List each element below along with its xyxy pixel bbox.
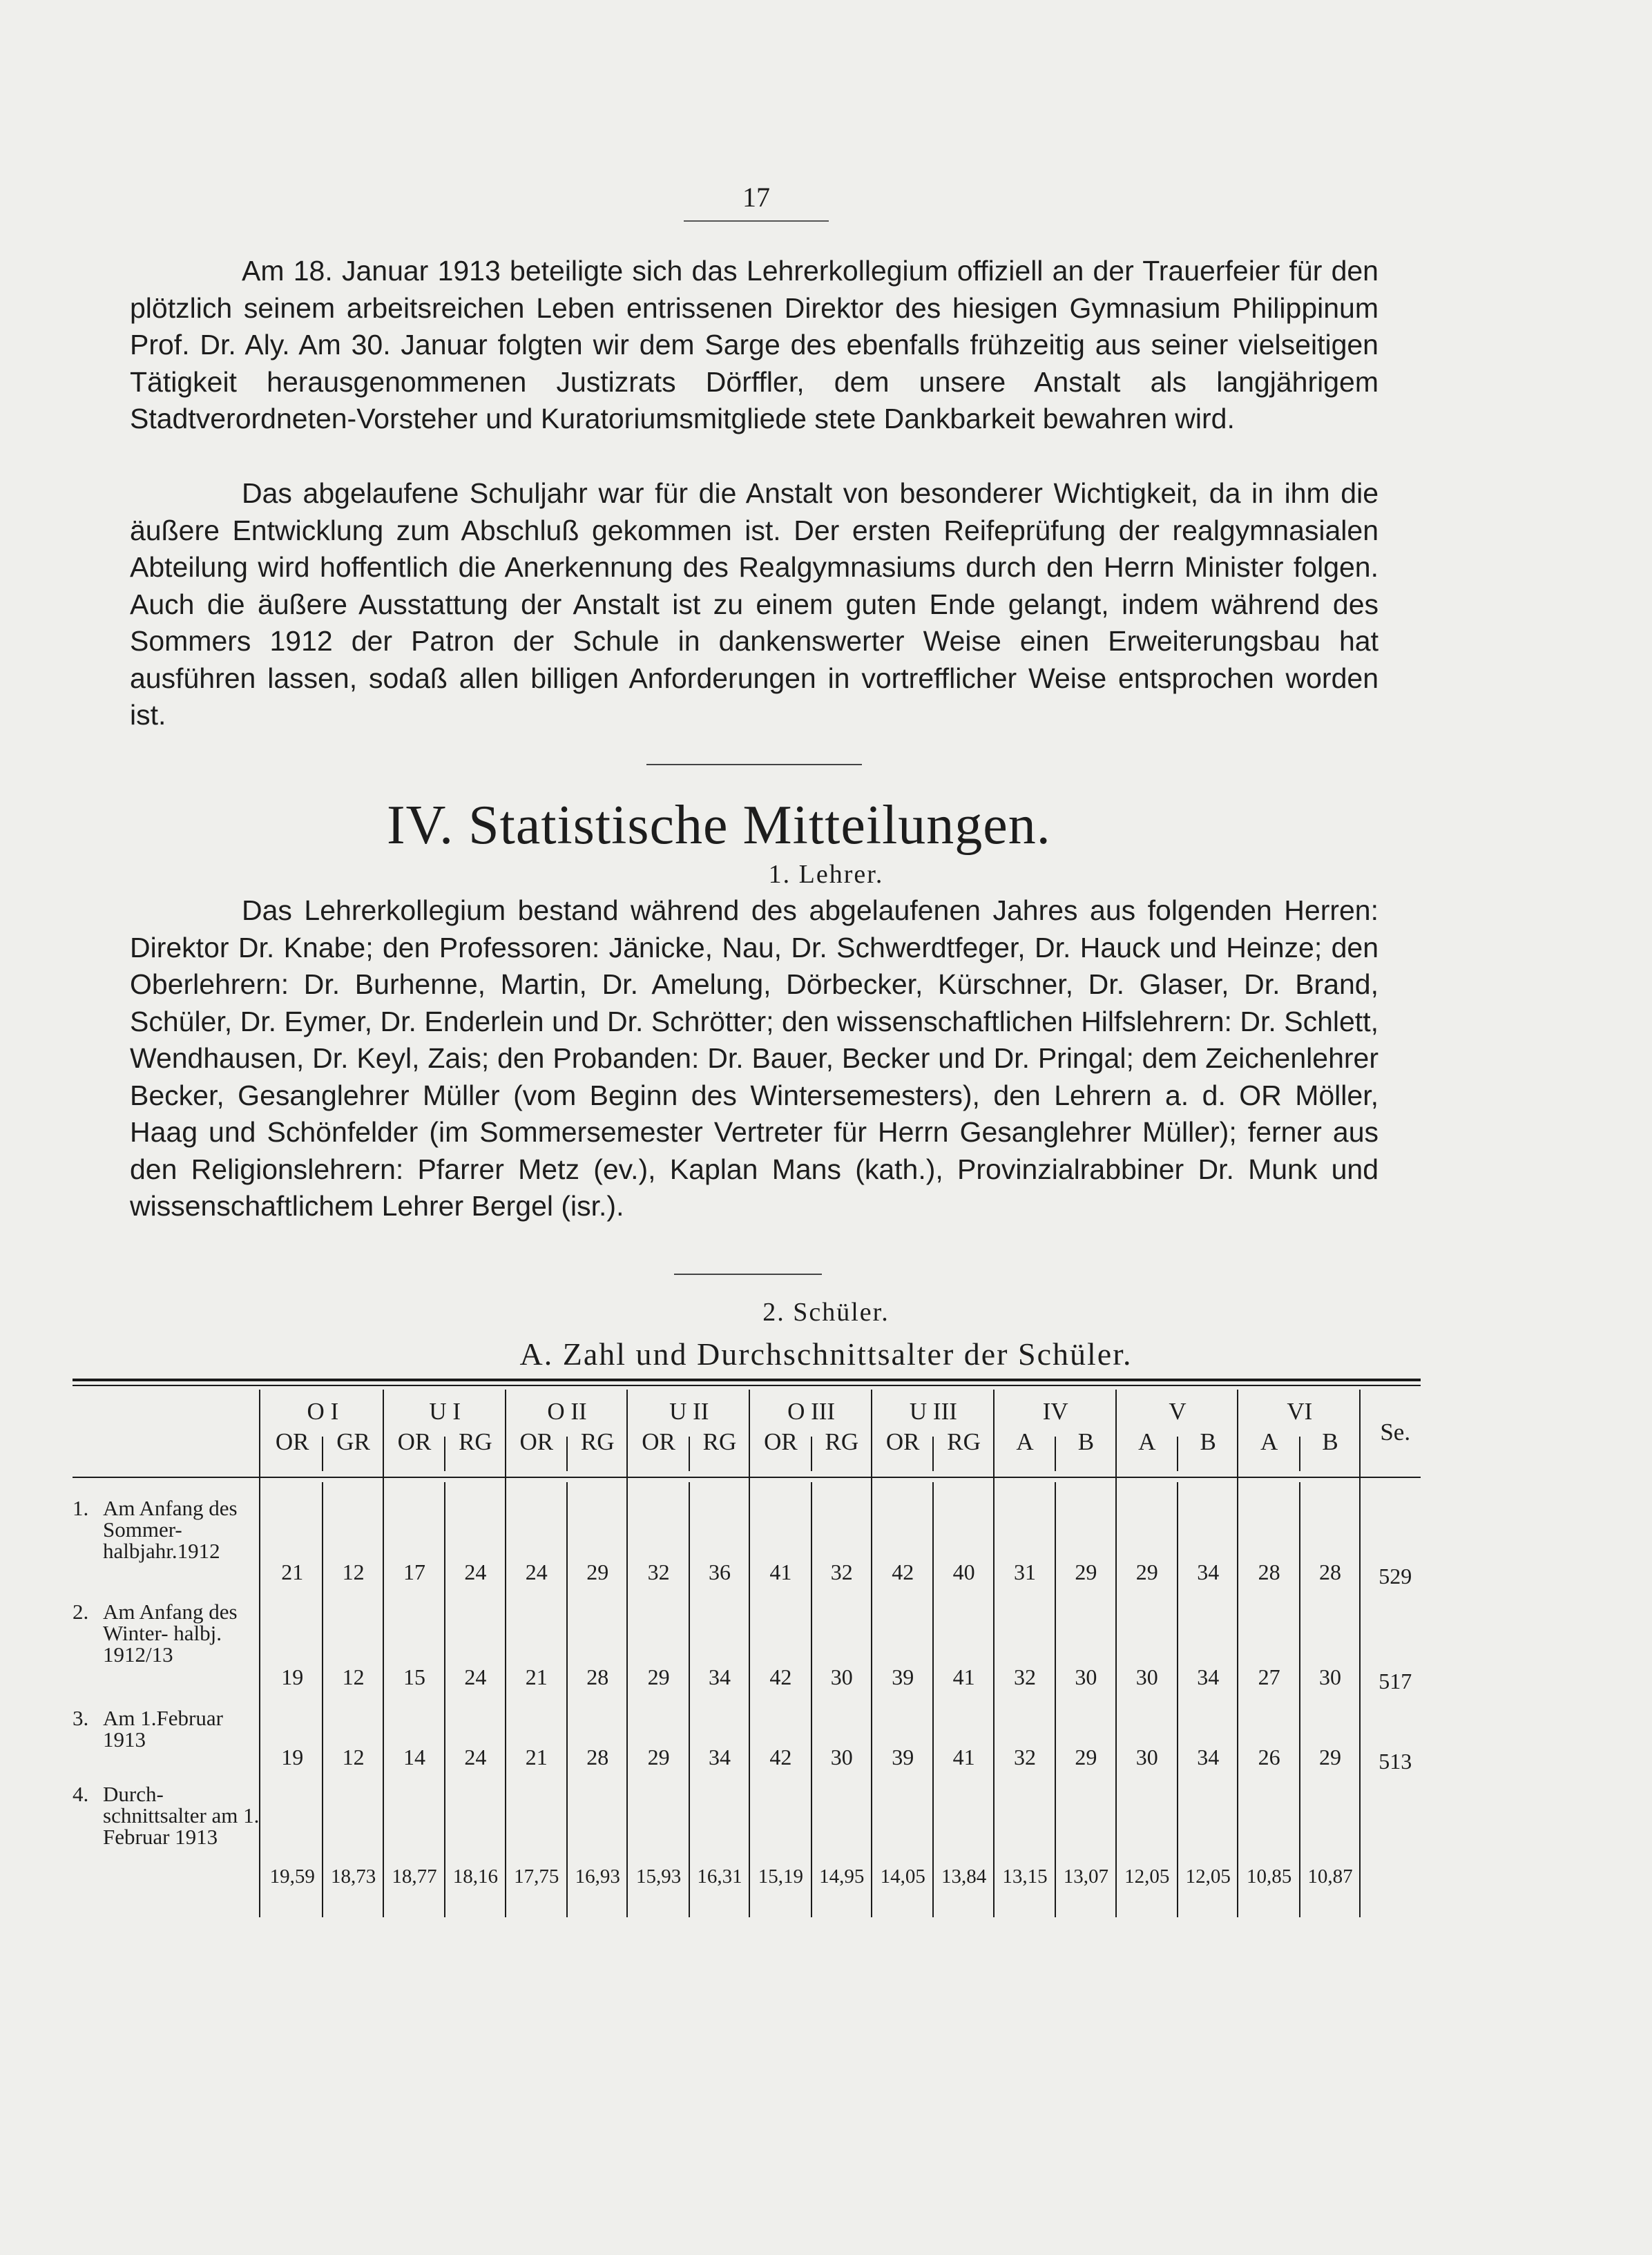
- table-cell: 34: [1197, 1560, 1220, 1584]
- table-cell: 21: [525, 1664, 548, 1689]
- table-cell: 27: [1258, 1664, 1280, 1689]
- table-cell: 17,75: [514, 1865, 559, 1888]
- teachers-paragraph-text: Das Lehrerkollegium bestand während des abgelaufenen Jahres aus folgenden Herren: Direktor Dr. Knabe; den Professoren: Jänicke, Nau, Dr. Schwerdtfeger, Dr. Hauck und Heinze; den Oberlehrern: Dr. Burhenne, Martin, Dr. Amelung, Dörbecker, Kürschner, Dr. Glaser, Dr. Brand, Schüler, Dr. Eymer, Dr. Enderlein und Dr. Schrötter; den wissenschaftlichen Hilfslehrern: Dr. Schlett, Wendhausen, Dr. Keyl, Zais; den Probanden: Dr. Bauer, Becker und Dr. Pringal; dem Zeichenlehrer Becker, Gesanglehrer Müller (vom Beginn des Wintersemesters), den Lehrern a. d. OR Möller, Haag und Schönfelder (im Sommersemester Vertreter für Herrn Gesanglehrer Müller); ferner aus den Religionslehrern: Pfarrer Metz (ev.), Kaplan Mans (kath.), Provinzialrabbiner Dr. Munk und wissenschaftlichem Lehrer Bergel (isr.).: [130, 894, 1379, 1222]
- table-vline: [1115, 1390, 1117, 1917]
- table-cell: 21: [525, 1745, 548, 1769]
- table-vline: [1237, 1390, 1238, 1917]
- table-row-label-text: Am 1.Februar 1913: [103, 1706, 223, 1752]
- table-cell: 42: [769, 1664, 792, 1689]
- table-cell: 34: [1197, 1745, 1220, 1769]
- teachers-paragraph: [130, 892, 1379, 1225]
- table-cell: 34: [708, 1745, 731, 1769]
- table-row-label-text: Am Anfang des Sommer- halbjahr.1912: [103, 1496, 238, 1563]
- table-sub-header: OR: [275, 1428, 309, 1455]
- table-cell: 30: [830, 1745, 853, 1769]
- table-sub-header: OR: [885, 1428, 920, 1455]
- table-group-header: IV: [1042, 1398, 1068, 1425]
- table-vline: [871, 1390, 872, 1917]
- table-cell: 42: [769, 1745, 792, 1769]
- table-cell: 18,16: [452, 1865, 498, 1888]
- table-cell: 39: [892, 1664, 914, 1689]
- table-cell: 30: [1135, 1745, 1158, 1769]
- table-cell: 12: [342, 1664, 365, 1689]
- divider-rule: [646, 764, 862, 765]
- table-cell: 30: [830, 1664, 853, 1689]
- table-cell: 14,95: [819, 1865, 865, 1888]
- table-top-rule-2: [73, 1385, 1421, 1386]
- table-sub-header: B: [1200, 1428, 1216, 1455]
- table-sub-header: GR: [336, 1428, 370, 1455]
- table-sub-header: OR: [642, 1428, 675, 1455]
- intro-paragraph-1-text: Am 18. Januar 1913 beteiligte sich das Lehrerkollegium offiziell an der Trauerfeier für den plötzlich seinem arbeitsreichen Leben entrissenen Direktor des hiesigen Gymnasium Philippinum Prof. Dr. Aly. Am 30. Januar folgten wir dem Sarge des ebenfalls frühzeitig aus seiner vielseitigen Tätigkeit herausgenommenen Justizrats Dörffler, dem unsere Anstalt als langjährigem Stadtverordneten-Vorsteher und Kuratoriumsmitgliede stete Dankbarkeit bewahren wird.: [130, 255, 1379, 434]
- table-sub-header: A: [1260, 1428, 1278, 1455]
- section-title: IV. Statistische Mitteilungen.: [387, 795, 1051, 856]
- table-vline: [993, 1390, 995, 1917]
- table-cell: 15,19: [758, 1865, 803, 1888]
- table-cell: 13,84: [941, 1865, 987, 1888]
- table-cell: 13,15: [1002, 1865, 1048, 1888]
- table-subline: [444, 1482, 445, 1917]
- table-sub-header: RG: [580, 1428, 615, 1455]
- table-cell: 29: [647, 1745, 670, 1769]
- table-cell: 24: [464, 1560, 487, 1584]
- table-cell: 36: [708, 1560, 731, 1584]
- table-cell: 12,05: [1185, 1865, 1231, 1888]
- table-cell: 30: [1075, 1664, 1097, 1689]
- intro-paragraph-2: [130, 475, 1379, 734]
- table-cell: 21: [281, 1560, 304, 1584]
- table-subline: [1055, 1482, 1056, 1917]
- table-cell: 14: [403, 1745, 425, 1769]
- student-table: [73, 1379, 1421, 1917]
- table-subline: [1177, 1482, 1178, 1917]
- table-group-header: O II: [547, 1398, 587, 1425]
- table-row-label-text: Durch- schnittsalter am 1. Februar 1913: [103, 1782, 260, 1849]
- table-vline: [383, 1390, 384, 1917]
- table-cell: 24: [464, 1745, 487, 1769]
- table-cell: 18,73: [330, 1865, 376, 1888]
- table-cell: 29: [1135, 1560, 1158, 1584]
- table-subline: [811, 1482, 812, 1917]
- table-cell: 16,31: [697, 1865, 742, 1888]
- table-cell: 42: [892, 1560, 914, 1584]
- table-cell: 29: [1075, 1745, 1097, 1769]
- table-cell: 28: [586, 1745, 609, 1769]
- table-title: A. Zahl und Durchschnittsalter der Schüler.: [519, 1336, 1133, 1372]
- table-subline: [689, 1482, 690, 1917]
- table-sub-header: A: [1138, 1428, 1156, 1455]
- table-row-number: 1.: [73, 1496, 89, 1520]
- table-cell: 30: [1135, 1664, 1158, 1689]
- table-row-total: 529: [1379, 1564, 1412, 1589]
- table-row-total: 517: [1379, 1669, 1412, 1693]
- table-row-number: 3.: [73, 1706, 89, 1730]
- table-sub-header: OR: [764, 1428, 798, 1455]
- table-sub-header: B: [1322, 1428, 1338, 1455]
- table-top-rule: [73, 1379, 1421, 1381]
- teachers-heading: 1. Lehrer.: [768, 860, 884, 889]
- table-group-header: O III: [787, 1398, 836, 1425]
- table-cell: 12: [342, 1560, 365, 1584]
- table-cell: 14,05: [880, 1865, 925, 1888]
- table-vline: [626, 1390, 628, 1917]
- table-cell: 29: [647, 1664, 670, 1689]
- table-group-header: VI: [1287, 1398, 1313, 1425]
- table-group-header: U III: [909, 1398, 957, 1425]
- table-sub-header: RG: [825, 1428, 859, 1455]
- table-sub-header: B: [1077, 1428, 1095, 1455]
- intro-paragraph-1: [130, 253, 1379, 438]
- table-cell: 10,87: [1307, 1865, 1353, 1888]
- table-sub-header: RG: [702, 1428, 737, 1455]
- table-subline: [1299, 1482, 1300, 1917]
- table-cell: 19,59: [269, 1865, 315, 1888]
- table-cell: 32: [830, 1560, 853, 1584]
- table-cell: 39: [892, 1745, 914, 1769]
- table-cell: 15: [403, 1664, 425, 1689]
- table-row-label-text: Am Anfang des Winter- halbj. 1912/13: [103, 1600, 238, 1667]
- table-cell: 26: [1258, 1745, 1280, 1769]
- table-cell: 28: [1318, 1560, 1341, 1584]
- table-cell: 29: [1075, 1560, 1097, 1584]
- table-sub-header: RG: [947, 1428, 981, 1455]
- table-vline: [749, 1390, 750, 1917]
- table-cell: 34: [708, 1664, 731, 1689]
- table-cell: 41: [952, 1745, 975, 1769]
- table-header-rule: [73, 1477, 1421, 1478]
- table-cell: 31: [1013, 1560, 1036, 1584]
- table-cell: 19: [281, 1664, 304, 1689]
- table-cell: 32: [647, 1560, 670, 1584]
- table-cell: 29: [1318, 1745, 1341, 1769]
- table-cell: 41: [952, 1664, 975, 1689]
- table-cell: 41: [769, 1560, 792, 1584]
- table-cell: 28: [586, 1664, 609, 1689]
- table-vline: [1359, 1390, 1361, 1917]
- table-subline: [322, 1482, 323, 1917]
- table-cell: 15,93: [635, 1865, 682, 1888]
- table-cell: 32: [1013, 1745, 1036, 1769]
- divider-rule-2: [674, 1274, 822, 1275]
- table-cell: 17: [403, 1560, 425, 1584]
- table-cell: 30: [1318, 1664, 1341, 1689]
- table-sub-header: RG: [459, 1428, 492, 1455]
- table-cell: 18,77: [392, 1865, 437, 1888]
- table-row-total: 513: [1379, 1749, 1412, 1774]
- table-cell: 34: [1197, 1664, 1220, 1689]
- table-group-header: U I: [429, 1398, 461, 1425]
- table-cell: 16,93: [575, 1865, 620, 1888]
- intro-paragraph-2-text: Das abgelaufene Schuljahr war für die Anstalt von besonderer Wichtigkeit, da in ihm die äußere Entwicklung zum Abschluß gekommen ist. Der ersten Reifeprüfung der realgymnasialen Abteilung wird hoffentlich die Anerkennung des Realgymnasiums durch den Herrn Minister folgen. Auch die äußere Ausstattung der Anstalt ist zu einem guten Ende gelangt, indem während des Sommers 1912 der Patron der Schule in dankenswerter Weise einen Erweiterungsbau hat ausführen lassen, sodaß allen billigen Anforderungen in vortrefflicher Weise entsprochen worden ist.: [130, 477, 1379, 731]
- table-sub-header: OR: [397, 1428, 432, 1455]
- table-row-number: 2.: [73, 1600, 89, 1624]
- page-number: 17: [684, 181, 829, 222]
- table-vline: [505, 1390, 506, 1917]
- table-cell: 13,07: [1063, 1865, 1108, 1888]
- table-subline: [566, 1482, 568, 1917]
- table-sub-header: A: [1016, 1428, 1034, 1455]
- table-cell: 12,05: [1124, 1865, 1170, 1888]
- table-cell: 24: [525, 1560, 548, 1584]
- table-total-header: Se.: [1380, 1419, 1411, 1446]
- table-cell: 40: [952, 1560, 975, 1584]
- table-cell: 28: [1258, 1560, 1280, 1584]
- table-cell: 29: [586, 1560, 609, 1584]
- table-row-number: 4.: [73, 1782, 89, 1806]
- table-group-header: U II: [669, 1398, 709, 1425]
- table-cell: 32: [1013, 1664, 1036, 1689]
- table-cell: 24: [464, 1664, 487, 1689]
- table-subline: [932, 1482, 934, 1917]
- table-cell: 10,85: [1246, 1865, 1292, 1888]
- table-group-header: O I: [307, 1398, 339, 1425]
- table-cell: 12: [342, 1745, 365, 1769]
- table-sub-header: OR: [519, 1428, 554, 1455]
- table-cell: 19: [281, 1745, 304, 1769]
- students-heading: 2. Schüler.: [762, 1298, 890, 1327]
- table-group-header: V: [1169, 1398, 1187, 1425]
